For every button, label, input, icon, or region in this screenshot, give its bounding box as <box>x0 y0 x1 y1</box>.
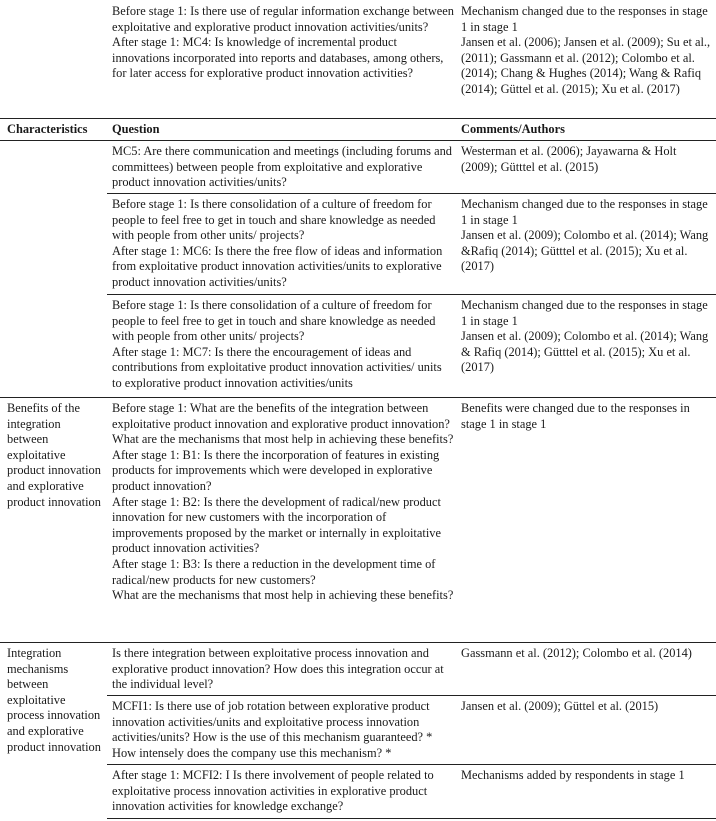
question-cell <box>112 646 454 693</box>
question-text: What are the mechanisms that most help in achieving these benefits? <box>112 588 454 603</box>
divider <box>107 193 716 194</box>
divider <box>107 695 716 696</box>
comments-text: Westerman et al. (2006); Jayawarna & Holt (2009); Gütttel et al. (2015) <box>461 144 677 174</box>
comments-cell <box>461 401 711 432</box>
comments-text: Mechanism changed due to the responses in stage 1 in stage 1 <box>461 4 708 34</box>
question-text: Before stage 1: Is there consolidation of a culture of freedom for people to feel free to get in touch and share knowledge as needed with people from other units/ projects? <box>112 298 436 344</box>
header-question: Question <box>112 122 160 136</box>
question-text: After stage 1: B3: Is there a reduction in the development time of radical/new products for new customers? <box>112 556 436 587</box>
divider <box>107 294 716 295</box>
comments-text: Jansen et al. (2009); Güttel et al. (2015) <box>461 699 659 713</box>
question-text: Before stage 1: What are the benefits of the integration between exploitative product innovation and explorative product innovation? What are the mechanisms that most help in achieving these benefits? <box>112 401 454 447</box>
question-text: After stage 1: MCFI2: I Is there involvement of people related to exploitative process innovation activities in explorative product innovation activities for knowledge exchange? <box>112 768 434 814</box>
question-text: Is there integration between exploitative process innovation and explorative product innovation? How does this integration occur at the individual level? <box>112 646 444 692</box>
divider <box>107 818 716 819</box>
question-text: MCFI1: Is there use of job rotation between explorative product innovation activities/units and exploitative process innovation activities/units? How is the use of this mechanism guaranteed? * How intensely does the company use this mechanism? * <box>112 699 433 760</box>
question-text: After stage 1: MC4: Is knowledge of incremental product innovations incorporated into reports and databases, among others, for later access for explorative product innovation activities? <box>112 35 444 81</box>
question-cell <box>112 197 454 291</box>
comments-cell <box>461 144 711 175</box>
comments-text: Mechanism changed due to the responses in stage 1 in stage 1 <box>461 197 708 227</box>
question-cell <box>112 298 454 392</box>
comments-cell <box>461 197 711 275</box>
comments-cell <box>461 646 711 662</box>
comments-text: Jansen et al. (2006); Jansen et al. (2009); Su et al., (2011); Gassmann et al. (2012); Colombo et al. (2014); Chang & Hughes (2014); Wang & Rafiq (2014); Güttel et al. (2015); Xu et al. (2017) <box>461 35 711 96</box>
question-cell <box>112 401 454 604</box>
divider <box>0 140 716 141</box>
comments-text: Benefits were changed due to the responses in stage 1 in stage 1 <box>461 401 690 431</box>
question-cell <box>112 768 454 815</box>
comments-cell <box>461 298 711 376</box>
comments-text: Mechanisms added by respondents in stage 1 <box>461 768 685 782</box>
comments-text: Mechanism changed due to the responses in stage 1 in stage 1 <box>461 298 708 328</box>
comments-cell <box>461 768 711 784</box>
question-cell <box>112 699 454 761</box>
question-text: After stage 1: MC6: Is there the free flow of ideas and information from exploitative product innovation activities/units to explorative product innovation activities/units? <box>112 243 443 289</box>
question-text: MC5: Are there communication and meetings (including forums and committees) between people from exploitative and explorative product innovation activities/units? <box>112 144 452 190</box>
divider <box>0 642 716 643</box>
comments-text: Jansen et al. (2009); Colombo et al. (2014); Wang &Rafiq (2014); Gütttel et al. (2015); Xu et al. (2017) <box>461 228 709 274</box>
comments-text: Gassmann et al. (2012); Colombo et al. (2014) <box>461 646 692 660</box>
question-text: After stage 1: MC7: Is there the encouragement of ideas and contributions from exploitative product innovation activities/ units to explorative product innovation activities/units <box>112 344 442 390</box>
characteristic-cell: Integration mechanisms between exploitative process innovation and explorative product innovation <box>7 646 101 754</box>
header-comments: Comments/Authors <box>461 122 565 136</box>
question-text: After stage 1: B1: Is there the incorporation of features in existing products for improvements which were developed in explorative product innovation? <box>112 447 440 493</box>
divider <box>0 118 716 119</box>
header-characteristics: Characteristics <box>7 122 88 136</box>
question-text: After stage 1: B2: Is there the development of radical/new product innovation for new customers with the incorporation of improvements proposed by the market or internally in exploitative product innovation activities? <box>112 494 441 556</box>
divider <box>107 764 716 765</box>
characteristic-cell: Benefits of the integration between exploitative product innovation and explorative product innovation <box>7 401 101 509</box>
question-text: Before stage 1: Is there consolidation of a culture of freedom for people to feel free to get in touch and share knowledge as needed with people from other units/ projects? <box>112 197 436 243</box>
question-cell <box>112 144 454 191</box>
question-text: Before stage 1: Is there use of regular information exchange between exploitative and explorative product innovation activities/units? <box>112 4 454 34</box>
comments-text: Jansen et al. (2009); Colombo et al. (2014); Wang & Rafiq (2014); Gütttel et al. (2015); Xu et al. (2017) <box>461 329 709 375</box>
comments-cell <box>461 699 711 715</box>
question-cell <box>112 4 454 82</box>
divider <box>0 397 716 398</box>
comments-cell <box>461 4 711 98</box>
